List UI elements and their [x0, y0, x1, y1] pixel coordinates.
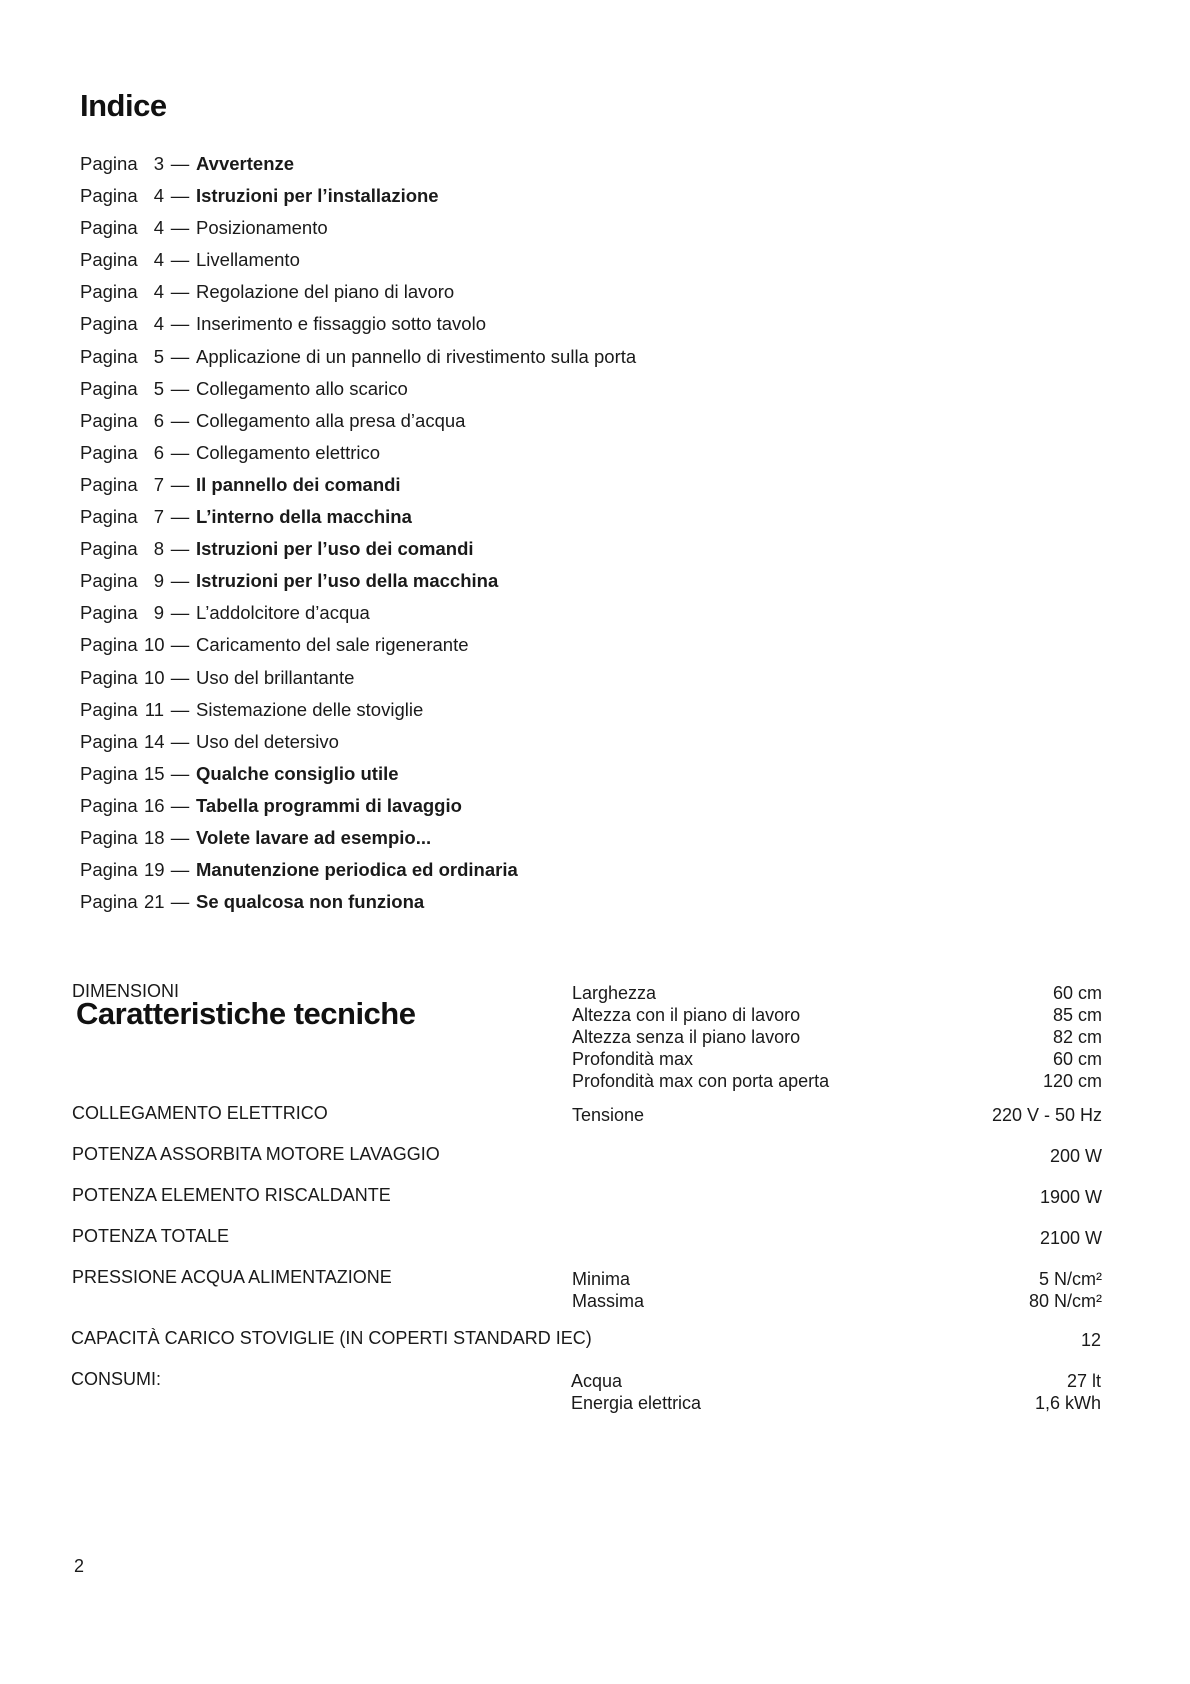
toc-page-label: Pagina	[80, 281, 138, 303]
spec-items	[571, 1370, 701, 1414]
toc-dash: —	[170, 153, 190, 174]
spec-category: POTENZA TOTALE	[72, 1226, 230, 1246]
toc-page-number: 4	[153, 313, 164, 335]
toc-dash: —	[170, 441, 190, 463]
toc-dash: —	[170, 634, 190, 656]
toc-page-label: Pagina	[80, 762, 138, 784]
toc-page-number: 6	[153, 441, 164, 463]
toc-page-label: Pagina	[80, 473, 138, 495]
toc-entry-title: Uso del brillantante	[196, 666, 355, 688]
toc-dash: —	[170, 377, 190, 399]
spec-item-label: Altezza con il piano di lavoro	[572, 1005, 801, 1025]
toc-page-label: Pagina	[80, 153, 138, 174]
spec-items	[572, 1268, 644, 1312]
spec-value: 200 W	[1049, 1146, 1102, 1166]
toc-entry	[80, 341, 780, 373]
toc-page-label: Pagina	[80, 538, 138, 560]
toc-dash: —	[170, 602, 190, 624]
toc-dash: —	[170, 345, 190, 367]
toc-entry-title: L’interno della macchina	[196, 506, 412, 528]
spec-values	[911, 1329, 1101, 1351]
toc-entry	[80, 469, 780, 501]
toc-page-label: Pagina	[80, 602, 138, 624]
spec-category: DIMENSIONI	[72, 981, 180, 1001]
toc-entry-title: Il pannello dei comandi	[196, 473, 401, 495]
toc-entry	[80, 501, 780, 533]
toc-page-label: Pagina	[80, 185, 138, 207]
technical-specs-title: Caratteristiche tecniche	[76, 996, 416, 1031]
spec-values	[911, 1370, 1101, 1414]
toc-page-number: 10	[144, 634, 165, 656]
toc-dash: —	[170, 794, 190, 816]
spec-items	[572, 982, 829, 1092]
toc-entry	[80, 854, 780, 886]
toc-entry	[80, 597, 780, 629]
toc-page-number: 6	[153, 409, 164, 431]
spec-value: 1900 W	[1039, 1187, 1102, 1207]
toc-entry	[80, 629, 780, 661]
toc-page-number: 14	[144, 730, 165, 752]
toc-dash: —	[170, 281, 190, 303]
toc-page-number: 4	[153, 281, 164, 303]
toc-entry-title: Qualche consiglio utile	[196, 762, 399, 784]
toc-entry-title: Collegamento allo scarico	[196, 377, 408, 399]
spec-value: 80 N/cm²	[1028, 1291, 1102, 1311]
spec-item-label: Larghezza	[572, 983, 657, 1003]
toc-page-label: Pagina	[80, 345, 138, 367]
spec-value: 82 cm	[1052, 1027, 1102, 1047]
spec-item-label: Massima	[572, 1291, 645, 1311]
toc-entry-title: L’addolcitore d’acqua	[196, 602, 370, 624]
spec-value: 60 cm	[1052, 983, 1102, 1003]
toc-page-number: 3	[153, 153, 164, 174]
spec-item-label: Acqua	[571, 1371, 623, 1391]
toc-page-number: 16	[144, 794, 165, 816]
toc-entry	[80, 405, 780, 437]
spec-category: COLLEGAMENTO ELETTRICO	[72, 1103, 328, 1123]
toc-entry	[80, 276, 780, 308]
toc-dash: —	[170, 762, 190, 784]
spec-value: 120 cm	[1042, 1071, 1102, 1091]
toc-page-number: 11	[144, 698, 164, 720]
toc-dash: —	[170, 826, 190, 848]
toc-dash: —	[170, 570, 190, 592]
spec-item-label: Profondità max con porta aperta	[572, 1071, 830, 1091]
toc-page-label: Pagina	[80, 666, 138, 688]
toc-entry-title: Regolazione del piano di lavoro	[196, 281, 455, 303]
toc-entry-title: Inserimento e fissaggio sotto tavolo	[196, 313, 486, 335]
toc-entry	[80, 244, 780, 276]
toc-dash: —	[170, 730, 190, 752]
spec-value: 2100 W	[1039, 1228, 1102, 1248]
toc-page-label: Pagina	[80, 377, 138, 399]
toc-entry-title: Livellamento	[196, 249, 300, 271]
spec-value: 60 cm	[1052, 1049, 1102, 1069]
toc-page-number: 21	[144, 891, 165, 913]
toc-entry-title: Volete lavare ad esempio...	[196, 826, 432, 848]
page-number: 2	[74, 1556, 85, 1576]
toc-page-label: Pagina	[80, 794, 138, 816]
toc-page-number: 15	[144, 762, 165, 784]
spec-value: 1,6 kWh	[1034, 1393, 1101, 1413]
toc-dash: —	[170, 217, 190, 239]
toc-page-number: 5	[153, 345, 164, 367]
index-title: Indice	[80, 88, 167, 123]
toc-page-number: 9	[153, 570, 164, 592]
toc-page-label: Pagina	[80, 313, 138, 335]
toc-entry	[80, 694, 780, 726]
spec-item-label: Tensione	[572, 1105, 645, 1125]
toc-entry-title: Uso del detersivo	[196, 730, 339, 752]
toc-entry	[80, 726, 780, 758]
toc-page-number: 19	[144, 859, 165, 881]
toc-entry	[80, 790, 780, 822]
toc-dash: —	[170, 666, 190, 688]
spec-item-label: Altezza senza il piano lavoro	[572, 1027, 801, 1047]
toc-page-label: Pagina	[80, 249, 138, 271]
toc-dash: —	[170, 185, 190, 207]
spec-category: PRESSIONE ACQUA ALIMENTAZIONE	[72, 1267, 392, 1287]
toc-dash: —	[170, 538, 190, 560]
spec-item-label: Profondità max	[572, 1049, 694, 1069]
toc-entry	[80, 308, 780, 340]
toc-entry-title: Se qualcosa non funziona	[196, 891, 425, 913]
toc-entry-title: Istruzioni per l’uso della macchina	[196, 570, 499, 592]
toc-page-number: 4	[153, 249, 164, 271]
spec-values	[912, 1227, 1102, 1249]
toc-entry	[80, 180, 780, 212]
spec-value: 85 cm	[1052, 1005, 1102, 1025]
toc-entry	[80, 373, 780, 405]
toc-dash: —	[170, 891, 190, 913]
spec-values	[912, 982, 1102, 1092]
spec-values	[912, 1104, 1102, 1126]
toc-page-label: Pagina	[80, 409, 138, 431]
toc-dash: —	[170, 473, 190, 495]
toc-dash: —	[170, 249, 190, 271]
toc-page-number: 8	[153, 538, 164, 560]
toc-entry	[80, 886, 780, 918]
toc-entry-title: Istruzioni per l’installazione	[196, 185, 439, 207]
toc-dash: —	[170, 859, 190, 881]
toc-page-number: 7	[153, 506, 164, 528]
toc-page-label: Pagina	[80, 698, 138, 720]
toc-entry-title: Applicazione di un pannello di rivestimento sulla porta	[196, 345, 637, 367]
spec-value: 27 lt	[1066, 1371, 1101, 1391]
toc-entry-title: Posizionamento	[196, 217, 328, 239]
toc-entry-title: Caricamento del sale rigenerante	[196, 634, 469, 656]
spec-value: 220 V - 50 Hz	[991, 1105, 1102, 1125]
toc-entry	[80, 822, 780, 854]
toc-entry	[80, 212, 780, 244]
toc-entry-title: Manutenzione periodica ed ordinaria	[196, 859, 518, 881]
toc-page-label: Pagina	[80, 730, 138, 752]
toc-page-label: Pagina	[80, 826, 138, 848]
toc-entry	[80, 437, 780, 469]
toc-page-label: Pagina	[80, 441, 138, 463]
spec-category: POTENZA ELEMENTO RISCALDANTE	[72, 1185, 391, 1205]
toc-entry-title: Tabella programmi di lavaggio	[196, 794, 462, 816]
toc-page-number: 4	[153, 217, 164, 239]
toc-page-number: 5	[153, 377, 164, 399]
spec-category: POTENZA ASSORBITA MOTORE LAVAGGIO	[72, 1144, 440, 1164]
toc-entry-title: Collegamento elettrico	[196, 441, 381, 463]
spec-values	[912, 1186, 1102, 1208]
toc-dash: —	[170, 698, 190, 720]
spec-value: 5 N/cm²	[1039, 1269, 1102, 1289]
spec-category: CONSUMI:	[71, 1369, 161, 1389]
toc-page-label: Pagina	[80, 506, 138, 528]
toc-page-label: Pagina	[80, 570, 138, 592]
toc-dash: —	[170, 506, 190, 528]
toc-page-label: Pagina	[80, 217, 138, 239]
toc-entry	[80, 148, 780, 180]
toc-page-label: Pagina	[80, 859, 138, 881]
toc-entry-title: Istruzioni per l’uso dei comandi	[196, 538, 474, 560]
spec-item-label: Minima	[572, 1269, 631, 1289]
toc-entry	[80, 662, 780, 694]
toc-entry-title: Sistemazione delle stoviglie	[196, 698, 424, 720]
toc-page-number: 7	[153, 473, 164, 495]
spec-value: 12	[1080, 1330, 1101, 1350]
toc-entry	[80, 533, 780, 565]
spec-items	[572, 1104, 644, 1126]
toc-page-number: 10	[144, 666, 165, 688]
toc-entry-title: Collegamento alla presa d’acqua	[196, 409, 466, 431]
spec-category: CAPACITÀ CARICO STOVIGLIE (IN COPERTI STANDARD IEC)	[71, 1328, 592, 1348]
table-of-contents	[80, 148, 780, 918]
toc-entry	[80, 758, 780, 790]
toc-page-number: 9	[153, 602, 164, 624]
spec-values	[912, 1145, 1102, 1167]
toc-entry	[80, 565, 780, 597]
toc-page-number: 4	[153, 185, 164, 207]
toc-page-label: Pagina	[80, 891, 138, 913]
toc-entry-title: Avvertenze	[196, 153, 295, 174]
toc-dash: —	[170, 313, 190, 335]
toc-page-number: 18	[144, 826, 165, 848]
toc-page-label: Pagina	[80, 634, 138, 656]
spec-item-label: Energia elettrica	[571, 1393, 702, 1413]
spec-values	[912, 1268, 1102, 1312]
toc-dash: —	[170, 409, 190, 431]
